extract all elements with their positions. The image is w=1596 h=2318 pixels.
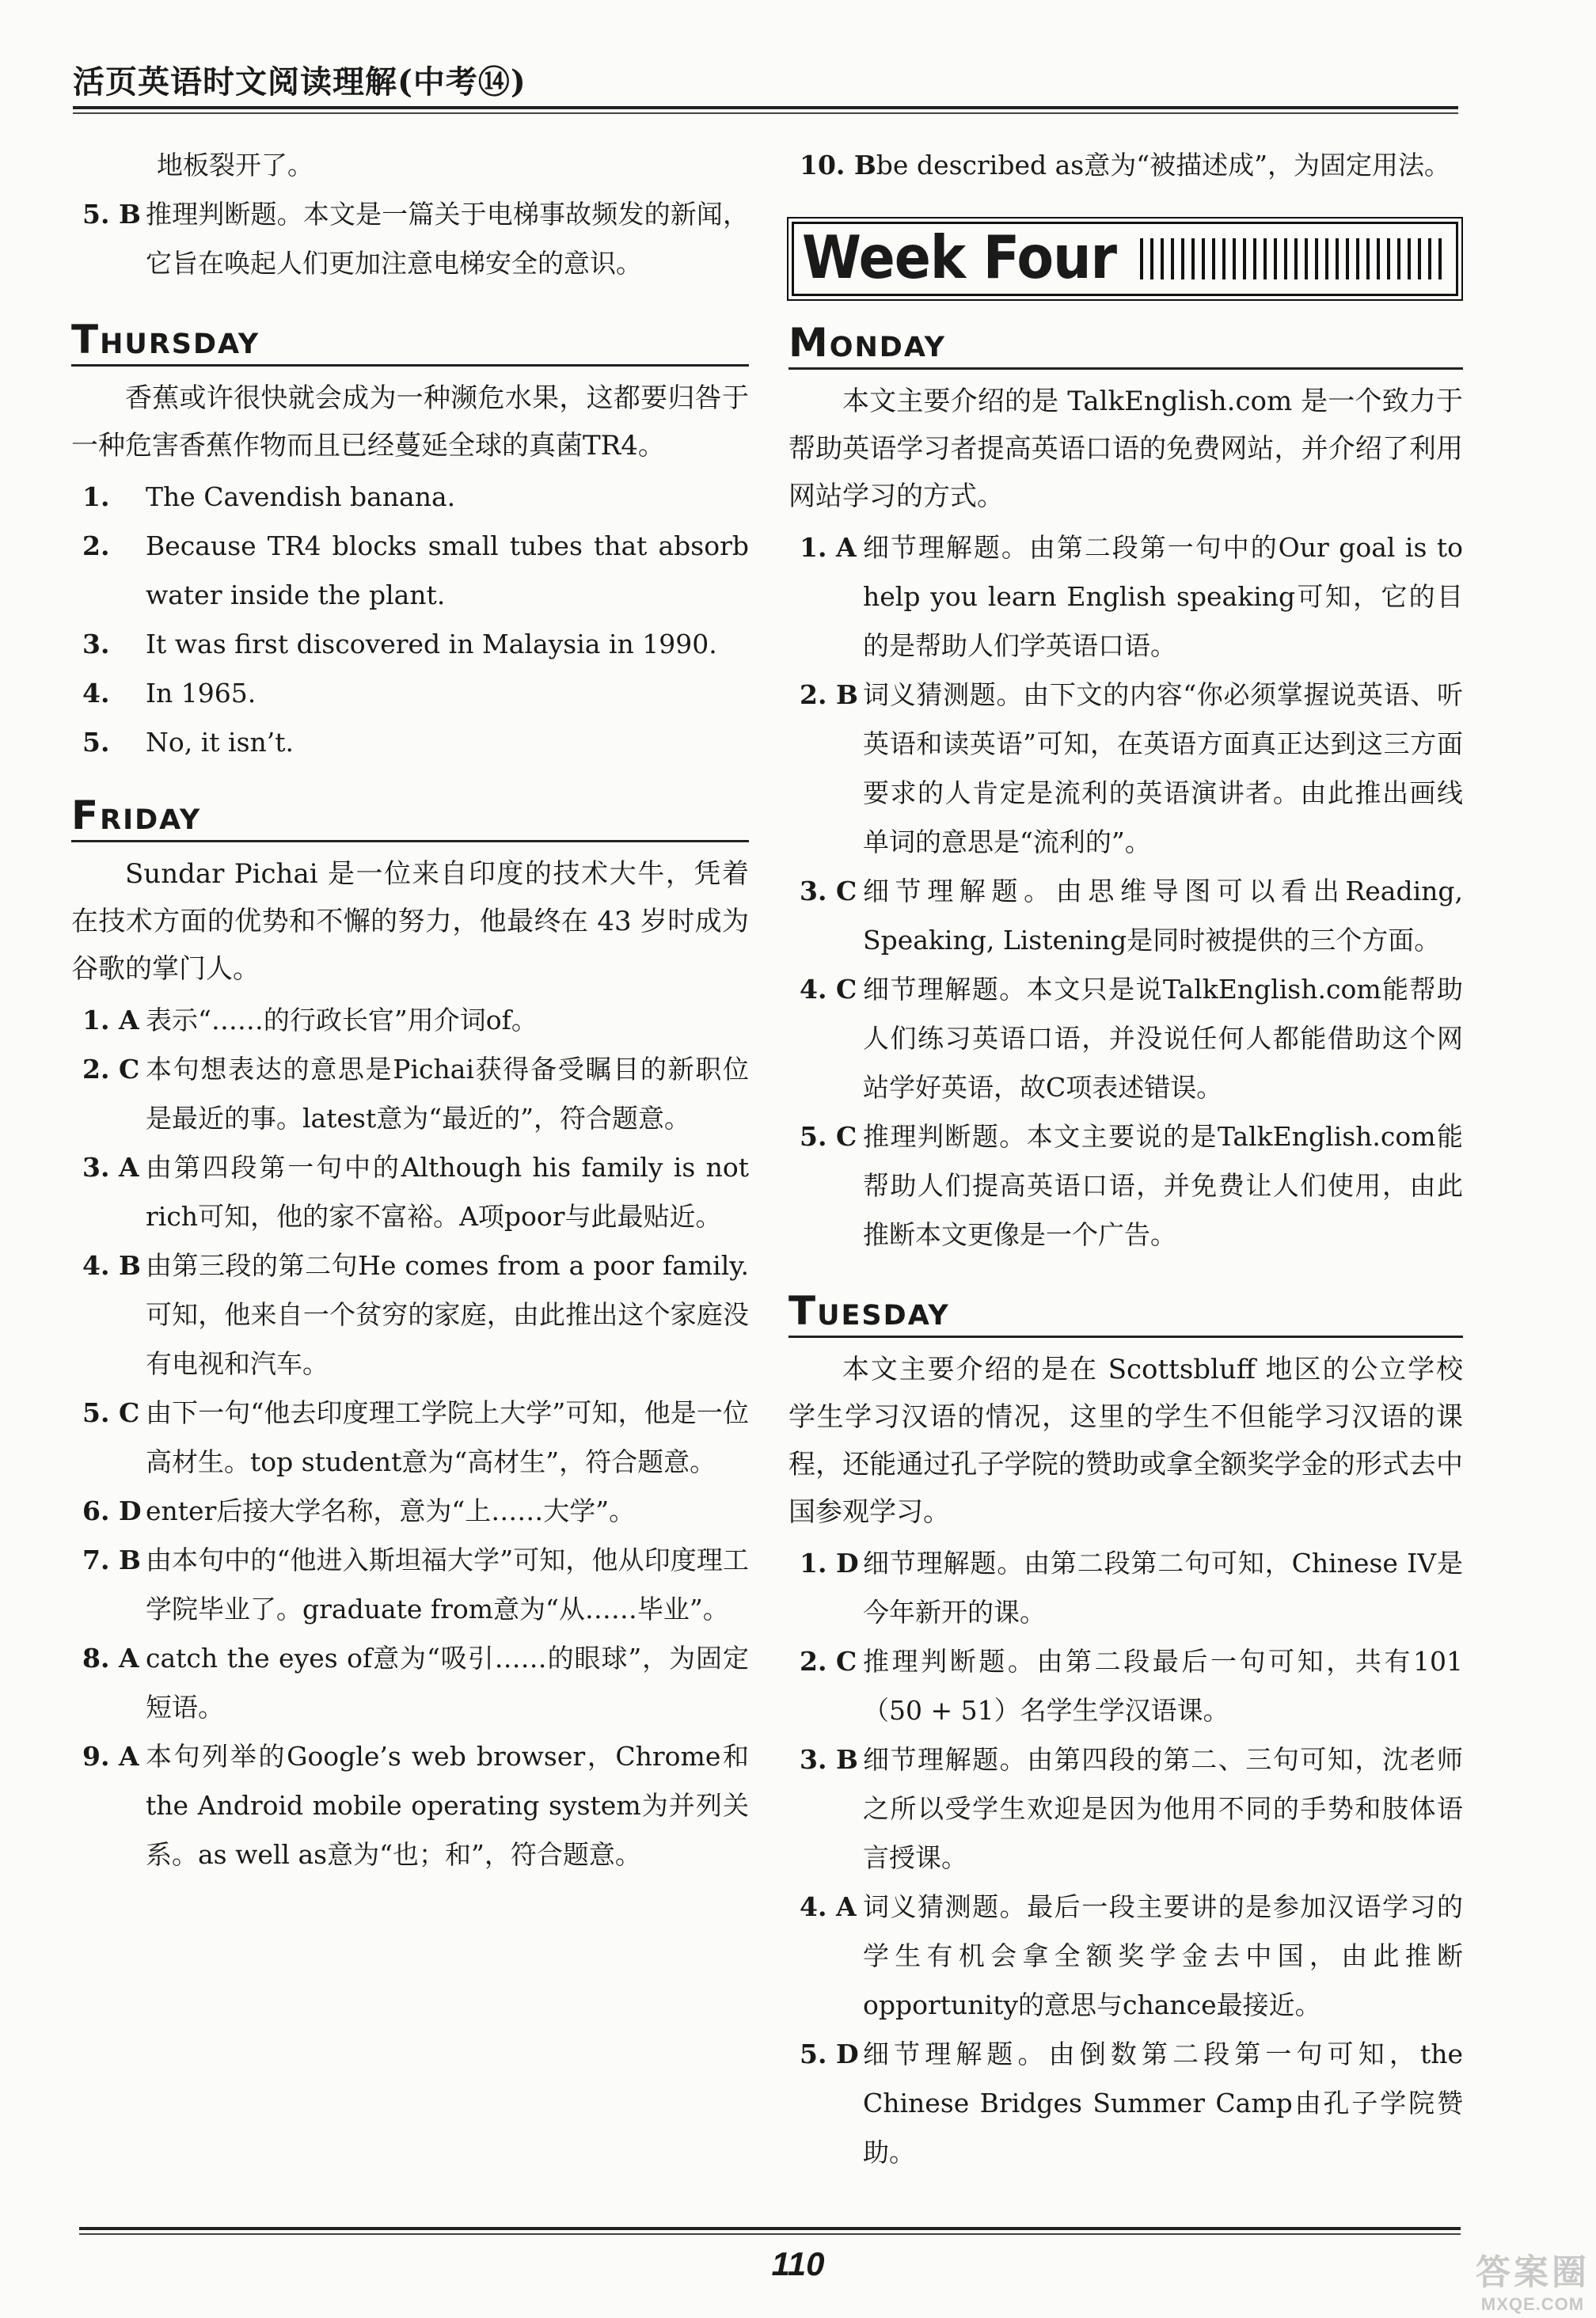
- section-title-monday: Monday: [788, 320, 1463, 370]
- answer-text: 本句想表达的意思是Pichai获得备受瞩目的新职位是最近的事。latest意为“最近的”，符合题意。: [146, 1054, 749, 1134]
- answer-item: [71, 1487, 749, 1536]
- answer-number: 1. A: [82, 1005, 139, 1036]
- section-intro-tuesday: 本文主要介绍的是在 Scottsbluff 地区的公立学校学生学习汉语的情况，这里的学生不但能学习汉语的课程，还能通过孔子学院的赞助或拿全额奖学金的形式去中国参观学习。: [788, 1354, 1463, 1528]
- answer-text: It was first discovered in Malaysia in 1990.: [146, 629, 717, 659]
- answer-number: 3. C: [800, 876, 857, 906]
- answer-number: 5.: [82, 727, 110, 758]
- answer-text: 词义猜测题。由下文的内容“你必须掌握说英语、听英语和读英语”可知，在英语方面真正达到这三方面要求的人肯定是流利的英语演讲者。由此推出画线单词的意思是“流利的”。: [863, 679, 1463, 857]
- watermark-sub: MXQE.COM: [1480, 2294, 1585, 2314]
- left-column: [71, 141, 749, 1879]
- answer-text: 本句列举的Google’s web browser，Chrome和the Android mobile operating system为并列关系。as well as意为“也；和”，符合题意。: [146, 1741, 749, 1870]
- answer-item: [71, 141, 749, 190]
- answer-text: The Cavendish banana.: [146, 481, 456, 512]
- answer-number: 1. D: [800, 1548, 859, 1579]
- answer-text: be described as意为“被描述成”，为固定用法。: [876, 150, 1450, 180]
- answer-item: [71, 1143, 749, 1241]
- answer-item: [71, 620, 749, 669]
- answer-item: [788, 671, 1463, 867]
- answer-text: 细节理解题。由思维导图可以看出Reading, Speaking, Listening是同时被提供的三个方面。: [863, 876, 1463, 956]
- answer-number: 2. C: [800, 1646, 857, 1677]
- answer-text: 细节理解题。由第二段第一句中的Our goal is to help you learn English speaking可知，它的目的是帮助人们学英语口语。: [863, 532, 1463, 661]
- answer-number: 5. C: [800, 1121, 857, 1152]
- banner-stripes: [1140, 238, 1448, 279]
- answer-number: 7. B: [82, 1545, 141, 1575]
- answer-text: 推理判断题。本文是一篇关于电梯事故频发的新闻，它旨在唤起人们更加注意电梯安全的意识。: [146, 199, 749, 279]
- header-rule-thin: [73, 112, 1458, 114]
- answer-number: 5. D: [800, 2039, 859, 2069]
- answer-number: 5. B: [82, 199, 141, 230]
- section-monday: [788, 320, 1463, 1260]
- answer-text: 词义猜测题。最后一段主要讲的是参加汉语学习的学生有机会拿全额奖学金去中国，由此推断opportunity的意思与chance最接近。: [863, 1891, 1463, 2020]
- week-four-banner: [792, 222, 1458, 296]
- answer-number: 10. B: [800, 150, 876, 180]
- week-banner-label: Week Four: [802, 224, 1117, 293]
- answer-text: 推理判断题。由第二段最后一句可知，共有101（50 + 51）名学生学汉语课。: [863, 1646, 1463, 1726]
- answer-number: 5. C: [82, 1397, 140, 1428]
- answer-text: 细节理解题。由倒数第二段第一句可知，the Chinese Bridges Summer Camp由孔子学院赞助。: [863, 2039, 1463, 2168]
- answer-item: [788, 965, 1463, 1112]
- answer-item: [71, 996, 749, 1045]
- section-title-thursday: Thursday: [71, 317, 749, 367]
- answer-text: Because TR4 blocks small tubes that absorb water inside the plant.: [146, 530, 749, 610]
- answer-text: catch the eyes of意为“吸引……的眼球”，为固定短语。: [146, 1643, 749, 1723]
- section-title-tuesday: Tuesday: [788, 1288, 1463, 1338]
- answer-item: [71, 1045, 749, 1143]
- answer-item: [71, 1732, 749, 1879]
- section-friday: [71, 792, 749, 1879]
- answer-number: 4. A: [800, 1891, 857, 1922]
- site-watermark: [1476, 2244, 1590, 2315]
- answer-number: 6. D: [82, 1495, 142, 1526]
- answer-item: [788, 1112, 1463, 1260]
- answer-item: [788, 1637, 1463, 1735]
- answer-list-tuesday: [788, 1539, 1463, 2177]
- answer-text: enter后接大学名称，意为“上……大学”。: [146, 1495, 636, 1526]
- answer-number: 3. B: [800, 1744, 858, 1775]
- answer-text: 细节理解题。由第四段的第二、三句可知，沈老师之所以受学生欢迎是因为他用不同的手势和肢体语言授课。: [863, 1744, 1463, 1873]
- answer-list-thursday: [71, 473, 749, 767]
- answer-item: [71, 1241, 749, 1389]
- answer-item: [788, 1883, 1463, 2030]
- answer-item: [788, 2030, 1463, 2177]
- answer-number: 4. C: [800, 974, 857, 1005]
- watermark-main: 答案圈: [1476, 2253, 1590, 2292]
- answer-number: 1.: [82, 481, 110, 512]
- answer-number: 3.: [82, 629, 110, 659]
- answer-item: [788, 1539, 1463, 1637]
- answer-text: 细节理解题。由第二段第二句可知，Chinese IV是今年新开的课。: [863, 1548, 1463, 1628]
- answer-text: 由第三段的第二句He comes from a poor family. 可知，他来自一个贫穷的家庭，由此推出这个家庭没有电视和汽车。: [146, 1250, 749, 1379]
- answer-text: 地板裂开了。: [157, 150, 314, 180]
- page-number: 110: [771, 2245, 825, 2282]
- answer-item: [71, 1634, 749, 1732]
- answer-text: No, it isn’t.: [146, 727, 294, 758]
- answer-text: 表示“……的行政长官”用介词of。: [146, 1005, 538, 1036]
- answer-number: 8. A: [82, 1643, 139, 1674]
- section-thursday: [71, 317, 749, 767]
- answer-item: [788, 1735, 1463, 1883]
- answer-item: [71, 718, 749, 767]
- answer-number: 1. A: [800, 532, 857, 563]
- answer-number: 2. C: [82, 1054, 140, 1085]
- answer-text: 由本句中的“他进入斯坦福大学”可知，他从印度理工学院毕业了。graduate from意为“从……毕业”。: [146, 1545, 749, 1624]
- footer-rule-thin: [79, 2233, 1461, 2235]
- answer-text: 推理判断题。本文主要说的是TalkEnglish.com能帮助人们提高英语口语，并免费让人们使用，由此推断本文更像是一个广告。: [863, 1121, 1463, 1250]
- section-intro-monday: 本文主要介绍的是 TalkEnglish.com 是一个致力于帮助英语学习者提高英语口语的免费网站，并介绍了利用网站学习的方式。: [788, 386, 1463, 512]
- answer-item: [71, 522, 749, 620]
- answer-item: [71, 669, 749, 718]
- header-rule: [73, 106, 1458, 109]
- answer-item: [788, 141, 1463, 190]
- answer-number: 2. B: [800, 679, 858, 710]
- answer-number: 9. A: [82, 1741, 139, 1772]
- answer-text: 由下一句“他去印度理工学院上大学”可知，他是一位高材生。top student意为“高材生”，符合题意。: [146, 1397, 749, 1477]
- section-tuesday: [788, 1288, 1463, 2177]
- answer-item: [71, 1536, 749, 1634]
- answer-item: [71, 190, 749, 288]
- answer-item: [788, 867, 1463, 965]
- answer-number: 2.: [82, 530, 110, 561]
- answer-text: 由第四段第一句中的Although his family is not rich可知，他的家不富裕。A项poor与此最贴近。: [146, 1152, 749, 1232]
- answer-text: 细节理解题。本文只是说TalkEnglish.com能帮助人们练习英语口语，并没说任何人都能借助这个网站学好英语，故C项表述错误。: [863, 974, 1463, 1103]
- answer-text: In 1965.: [146, 678, 256, 709]
- answer-list-monday: [788, 523, 1463, 1260]
- answer-item: [71, 473, 749, 522]
- answer-item: [788, 523, 1463, 671]
- left-top-items: [71, 141, 749, 288]
- right-column: [788, 141, 1463, 2177]
- answer-number: 4. B: [82, 1250, 141, 1281]
- header-title: 活页英语时文阅读理解(中考⑭): [73, 63, 526, 101]
- answer-number: 4.: [82, 678, 110, 709]
- answer-item: [71, 1389, 749, 1487]
- section-intro-friday: Sundar Pichai 是一位来自印度的技术大牛，凭着在技术方面的优势和不懈的努力，他最终在 43 岁时成为谷歌的掌门人。: [71, 858, 749, 985]
- section-intro-thursday: 香蕉或许很快就会成为一种濒危水果，这都要归咎于一种危害香蕉作物而且已经蔓延全球的真菌TR4。: [71, 382, 749, 462]
- section-title-friday: Friday: [71, 792, 749, 842]
- answer-number: 3. A: [82, 1152, 139, 1183]
- footer-rule: [79, 2227, 1461, 2230]
- answer-list-friday: [71, 996, 749, 1879]
- right-top-items: [788, 141, 1463, 190]
